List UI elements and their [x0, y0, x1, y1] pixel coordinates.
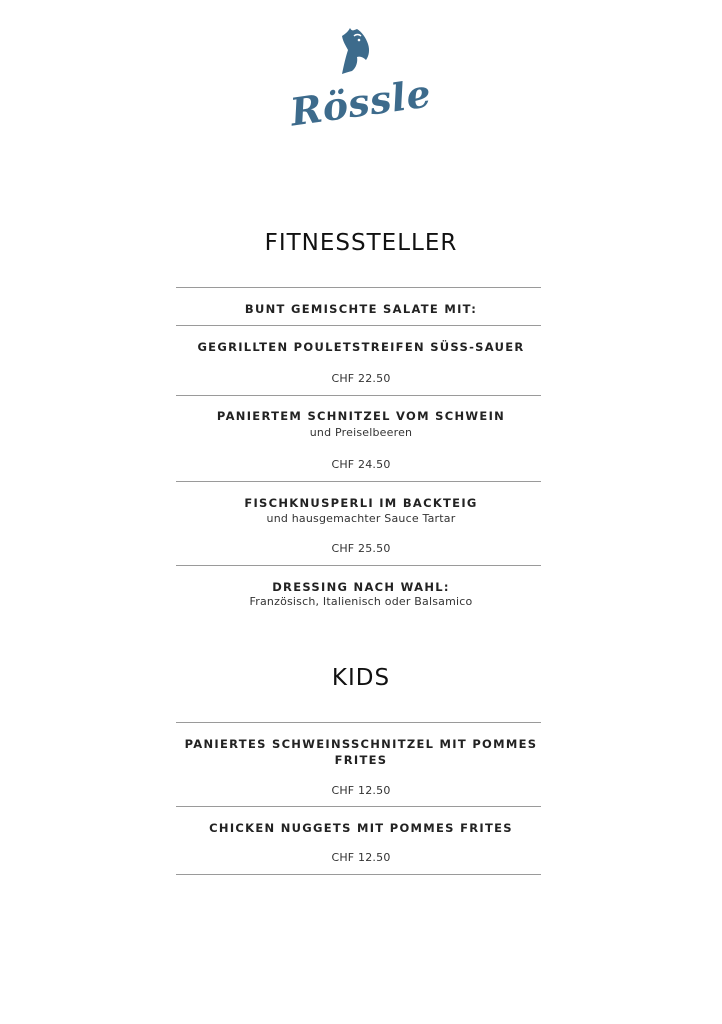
divider: [176, 481, 541, 482]
menu-item-price: CHF 22.50: [331, 372, 391, 385]
menu-item-description: und hausgemachter Sauce Tartar: [266, 512, 456, 525]
divider: [176, 565, 541, 566]
divider: [176, 874, 541, 875]
divider: [176, 806, 541, 807]
menu-item-name: PANIERTEM SCHNITZEL VOM SCHWEIN: [216, 409, 506, 423]
brand-logo: [287, 24, 434, 140]
brand-name: Rössle: [287, 70, 434, 135]
menu-item-description: und Preiselbeeren: [309, 426, 413, 439]
menu-item-name-line1: PANIERTES SCHWEINSSCHNITZEL MIT POMMES: [184, 737, 538, 751]
divider: [176, 395, 541, 396]
menu-item-price: CHF 25.50: [331, 542, 391, 555]
section-title-kids: KIDS: [331, 665, 391, 691]
menu-item-name-line2: FRITES: [334, 753, 388, 767]
menu-item-name: CHICKEN NUGGETS MIT POMMES FRITES: [209, 821, 513, 835]
divider: [176, 287, 541, 288]
dressing-options: Französisch, Italienisch oder Balsamico: [249, 595, 473, 608]
menu-item-name: FISCHKNUSPERLI IM BACKTEIG: [244, 496, 478, 510]
menu-item-price: CHF 12.50: [331, 784, 391, 797]
section-title-fitness: FITNESSTELLER: [264, 230, 458, 256]
menu-item-name: GEGRILLTEN POULETSTREIFEN SÜSS-SAUER: [197, 340, 525, 354]
menu-item-price: CHF 24.50: [331, 458, 391, 471]
fitness-intro: BUNT GEMISCHTE SALATE MIT:: [244, 302, 478, 316]
divider: [176, 722, 541, 723]
menu-item-price: CHF 12.50: [331, 851, 391, 864]
dressing-heading: DRESSING NACH WAHL:: [272, 580, 450, 594]
divider: [176, 325, 541, 326]
